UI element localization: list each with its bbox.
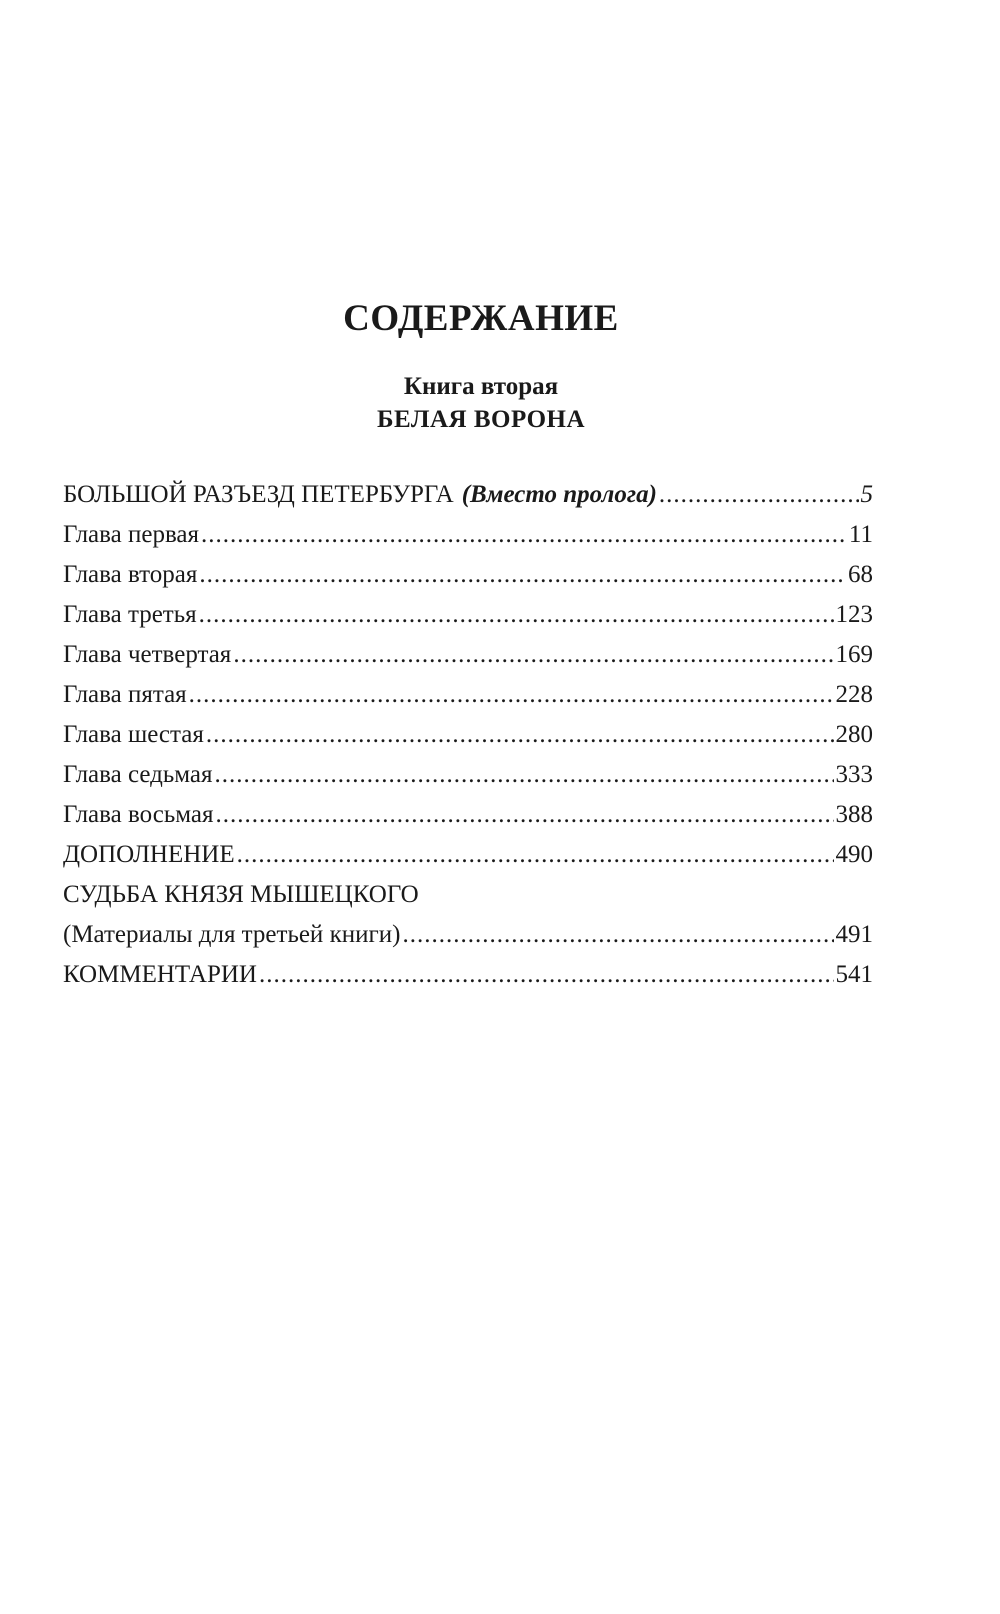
dot-leader bbox=[215, 801, 833, 829]
dot-leader bbox=[201, 521, 847, 549]
dot-leader bbox=[259, 961, 834, 989]
toc-page-number: 541 bbox=[835, 961, 873, 988]
toc-entry-chapter-5 bbox=[63, 681, 873, 721]
toc-page-number: 388 bbox=[835, 801, 873, 828]
toc-entry-title: Глава третья bbox=[63, 601, 197, 628]
dot-leader bbox=[237, 841, 834, 869]
toc-page-number: 228 bbox=[835, 681, 873, 708]
toc-entry-fate-materials bbox=[63, 921, 873, 961]
toc-entry-prologue bbox=[63, 481, 873, 521]
toc-entry-title: Глава пятая bbox=[63, 681, 187, 708]
toc-entry-chapter-4 bbox=[63, 641, 873, 681]
toc-page-number: 490 bbox=[835, 841, 873, 868]
toc-page-number: 5 bbox=[860, 481, 873, 508]
toc-entry-title: Глава первая bbox=[63, 521, 200, 548]
toc-entry-chapter-6 bbox=[63, 721, 873, 761]
toc-page-number: 169 bbox=[835, 641, 873, 668]
toc-page-number: 123 bbox=[835, 601, 873, 628]
toc-page-number: 280 bbox=[835, 721, 873, 748]
toc-entry-subtitle: (Вместо пролога) bbox=[461, 481, 657, 508]
toc-entry-chapter-8 bbox=[63, 801, 873, 841]
toc-entry-chapter-2 bbox=[63, 561, 873, 601]
dot-leader bbox=[402, 921, 833, 949]
toc-entry-title: Глава четвертая bbox=[63, 641, 232, 668]
toc-entry-supplement bbox=[63, 841, 873, 881]
toc-entry-chapter-3 bbox=[63, 601, 873, 641]
dot-leader bbox=[189, 681, 834, 709]
toc-entry-title: ДОПОЛНЕНИЕ bbox=[63, 841, 235, 868]
toc-entry-title: КОММЕНТАРИИ bbox=[63, 961, 257, 988]
dot-leader bbox=[199, 601, 834, 629]
dot-leader bbox=[199, 561, 846, 589]
toc-page-number: 333 bbox=[835, 761, 873, 788]
book-label: Книга вторая bbox=[403, 373, 559, 400]
dot-leader bbox=[206, 721, 834, 749]
toc-entry-title: Глава седьмая bbox=[63, 761, 213, 788]
toc-entry-title: СУДЬБА КНЯЗЯ МЫШЕЦКОГО bbox=[63, 881, 419, 908]
toc-entry-title: (Материалы для третьей книги) bbox=[63, 921, 401, 948]
toc-entry-chapter-7 bbox=[63, 761, 873, 801]
toc-page-number: 11 bbox=[848, 521, 873, 548]
toc-entry-title: БОЛЬШОЙ РАЗЪЕЗД ПЕТЕРБУРГА bbox=[63, 481, 454, 508]
toc-page-number: 491 bbox=[835, 921, 873, 948]
toc-entry-title: Глава восьмая bbox=[63, 801, 214, 828]
table-of-contents bbox=[63, 481, 873, 1001]
toc-entry-title: Глава вторая bbox=[63, 561, 198, 588]
toc-page-number: 68 bbox=[848, 561, 873, 588]
book-name: БЕЛАЯ ВОРОНА bbox=[376, 406, 586, 433]
dot-leader bbox=[659, 481, 859, 509]
dot-leader bbox=[233, 641, 833, 669]
toc-entry-fate-heading bbox=[63, 881, 873, 921]
dot-leader bbox=[215, 761, 834, 789]
toc-entry-title: Глава шестая bbox=[63, 721, 204, 748]
page-title: СОДЕРЖАНИЕ bbox=[343, 298, 619, 339]
toc-entry-commentary bbox=[63, 961, 873, 1001]
toc-entry-chapter-1 bbox=[63, 521, 873, 561]
